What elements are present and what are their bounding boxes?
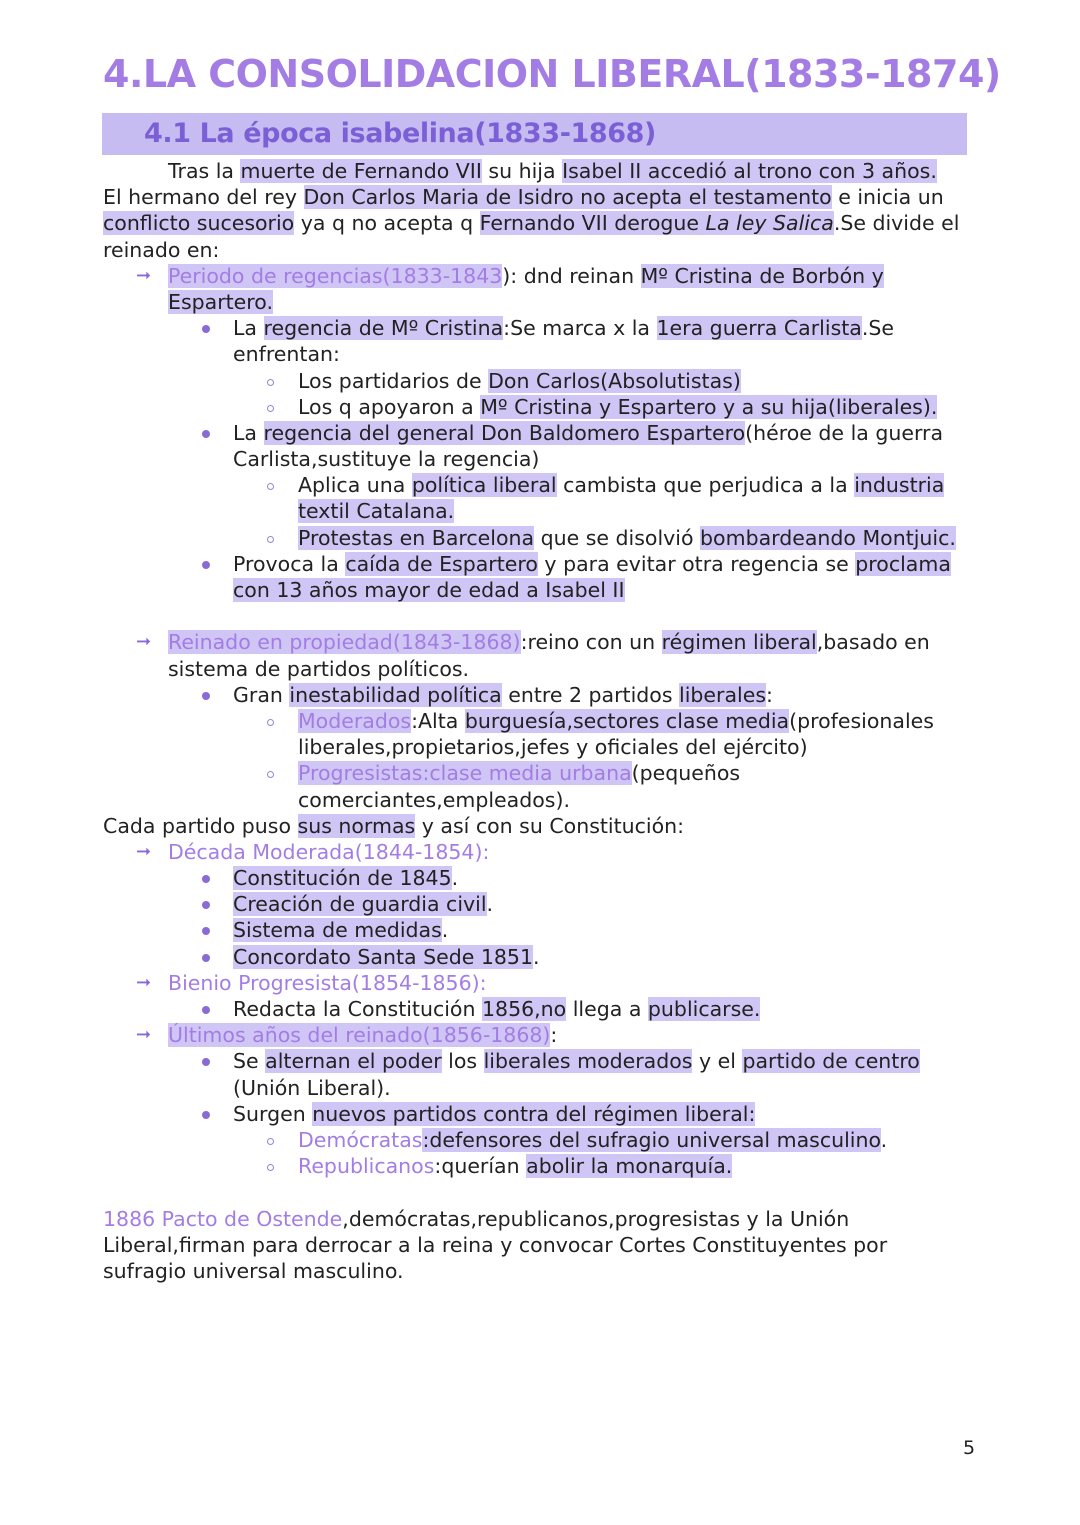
document-body <box>0 158 1080 1284</box>
subtitle-box <box>140 113 660 155</box>
text-line: con 13 años mayor de edad a Isabel II <box>233 578 625 602</box>
arrow-icon: ➞ <box>136 840 152 862</box>
text-line: Tras la muerte de Fernando VII su hija Isabel II accedió al trono con 3 años. <box>168 159 937 183</box>
arrow-icon: ➞ <box>136 1024 152 1046</box>
text-line: comerciantes,empleados). <box>298 787 570 812</box>
arrow-icon: ➞ <box>136 971 152 993</box>
text-line: enfrentan: <box>233 342 340 367</box>
bullet-dot-icon <box>202 954 210 962</box>
bullet-dot-icon <box>202 875 210 883</box>
list-item: Redacta la Constitución 1856,no llega a publicarse. <box>0 996 1080 1022</box>
text-line: Espartero. <box>168 289 273 314</box>
text-line: (Unión Liberal). <box>233 1075 391 1100</box>
list-item: ➞ Bienio Progresista(1854-1856): <box>136 970 487 995</box>
text-line: conflicto sucesorio ya q no acepta q Fernando VII derogue La ley Salica.Se divide el <box>103 211 960 236</box>
subtitle: 4.1 La época isabelina(1833-1868) <box>144 118 656 149</box>
list-item: ➞ Reinado en propiedad(1843-1868):reino con un régimen liberal,basado en <box>136 630 930 655</box>
bullet-dot-icon <box>202 561 210 569</box>
list-item: Los q apoyaron a Mº Cristina y Espartero y a su hija(liberales). <box>0 394 1080 420</box>
list-item: Republicanos:querían abolir la monarquía. <box>0 1153 1080 1179</box>
list-item: La regencia de Mº Cristina:Se marca x la 1era guerra Carlista.Se <box>0 315 1080 341</box>
text-line: reinado en: <box>103 237 220 262</box>
spacer <box>0 1179 1080 1205</box>
subtitle-bar <box>102 113 967 155</box>
text-line: textil Catalana. <box>298 499 455 524</box>
list-item: Se alternan el poder los liberales moderados y el partido de centro <box>0 1048 1080 1074</box>
list-item: ➞ Década Moderada(1844-1854): <box>136 839 490 864</box>
list-item: ➞ Últimos años del reinado(1856-1868): <box>136 1023 558 1048</box>
list-item: Los partidarios de Don Carlos(Absolutistas) <box>0 368 1080 394</box>
list-item: Moderados:Alta burguesía,sectores clase media(profesionales <box>0 708 1080 734</box>
list-item: Gran inestabilidad política entre 2 partidos liberales: <box>0 682 1080 708</box>
list-item: Concordato Santa Sede 1851. <box>0 944 1080 970</box>
text-line: Carlista,sustituye la regencia) <box>233 447 540 472</box>
bullet-dot-icon <box>202 1058 210 1066</box>
bullet-dot-icon <box>202 901 210 909</box>
bullet-dot-icon <box>202 692 210 700</box>
list-item: Progresistas:clase media urbana(pequeños <box>0 760 1080 786</box>
bullet-dot-icon <box>202 430 210 438</box>
list-item: Demócratas:defensores del sufragio universal masculino. <box>0 1127 1080 1153</box>
list-item: ➞ Periodo de regencias(1833-1843): dnd reinan Mº Cristina de Borbón y <box>136 263 884 288</box>
list-item: Creación de guardia civil. <box>0 891 1080 917</box>
arrow-icon: ➞ <box>136 264 152 286</box>
text-line: Liberal,firman para derrocar a la reina y convocar Cortes Constituyentes por <box>103 1232 888 1257</box>
bullet-circle-icon <box>267 536 274 543</box>
list-item: Provoca la caída de Espartero y para evitar otra regencia se proclama <box>0 551 1080 577</box>
bullet-dot-icon <box>202 1111 210 1119</box>
bullet-circle-icon <box>267 483 274 490</box>
arrow-icon: ➞ <box>136 631 152 653</box>
list-item: Constitución de 1845. <box>0 865 1080 891</box>
list-item: Sistema de medidas. <box>0 917 1080 943</box>
text-line: sufragio universal masculino. <box>103 1258 404 1283</box>
page-number: 5 <box>963 1437 976 1459</box>
text-line: Cada partido puso sus normas y así con su Constitución: <box>103 813 685 838</box>
bullet-dot-icon <box>202 325 210 333</box>
bullet-dot-icon <box>202 1006 210 1014</box>
spacer <box>0 603 1080 629</box>
bullet-circle-icon <box>267 771 274 778</box>
bullet-circle-icon <box>267 1138 274 1145</box>
text-line: El hermano del rey Don Carlos Maria de Isidro no acepta el testamento e inicia un <box>103 185 944 210</box>
text-line: liberales,propietarios,jefes y oficiales del ejército) <box>298 735 808 760</box>
page-title: 4.LA CONSOLIDACION LIBERAL(1833-1874) <box>103 52 1001 96</box>
bullet-circle-icon <box>267 719 274 726</box>
list-item: La regencia del general Don Baldomero Espartero(héroe de la guerra <box>0 420 1080 446</box>
list-item: Surgen nuevos partidos contra del régimen liberal: <box>0 1101 1080 1127</box>
bullet-circle-icon <box>267 405 274 412</box>
bullet-circle-icon <box>267 379 274 386</box>
list-item: Protestas en Barcelona que se disolvió bombardeando Montjuic. <box>0 525 1080 551</box>
text-line: 1886 Pacto de Ostende,demócratas,republicanos,progresistas y la Unión <box>103 1206 850 1231</box>
list-item: Aplica una política liberal cambista que perjudica a la industria <box>0 472 1080 498</box>
bullet-dot-icon <box>202 927 210 935</box>
bullet-circle-icon <box>267 1164 274 1171</box>
text-line: sistema de partidos políticos. <box>168 656 470 681</box>
